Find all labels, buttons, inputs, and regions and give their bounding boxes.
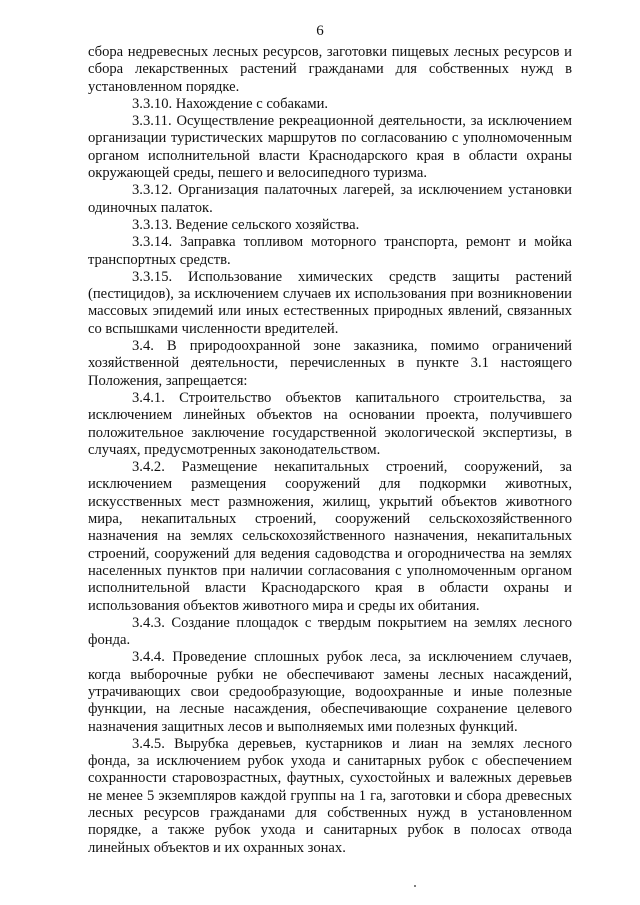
paragraph-3-3-14: 3.3.14. Заправка топливом моторного транспорта, ремонт и мойка транспортных средств. — [88, 234, 572, 268]
page-number: 6 — [316, 23, 324, 39]
document-body — [88, 44, 572, 857]
paragraph-3-3-12: 3.3.12. Организация палаточных лагерей, за исключением установки одиночных палаток. — [88, 182, 572, 216]
paragraph-continuation: сбора недревесных лесных ресурсов, заготовки пищевых лесных ресурсов и сбора лекарственных растений гражданами для собственных нужд в установленном порядке. — [88, 44, 572, 95]
paragraph-3-3-11: 3.3.11. Осуществление рекреационной деятельности, за исключением организации туристических маршрутов по согласованию с уполномоченным органом исполнительной власти Краснодарского края в области охраны окружающей среды, пешего и велосипедного туризма. — [88, 113, 572, 182]
paragraph-3-4-1: 3.4.1. Строительство объектов капитального строительства, за исключением линейных объектов на основании проекта, получившего положительное заключение государственной экологической экспертизы, в случаях, предусмотренных законодательством. — [88, 389, 572, 458]
paragraph-3-4-3: 3.4.3. Создание площадок с твердым покрытием на землях лесного фонда. — [88, 614, 572, 649]
paragraph-3-3-10: 3.3.10. Нахождение с собаками. — [132, 95, 329, 112]
paragraph-3-3-13: 3.3.13. Ведение сельского хозяйства. — [132, 216, 360, 233]
paragraph-3-4-4: 3.4.4. Проведение сплошных рубок леса, за исключением случаев, когда выборочные рубки не обеспечивают замены лесных насаждений, утрачивающих свои средообразующие, водоохранные и иные полезные функции, на лесные насаждения, обеспечивающие сохранение целевого назначения защитных лесов и выполняемых ими полезных функций. — [88, 649, 572, 735]
scan-speck — [414, 885, 416, 887]
paragraph-3-3-15: 3.3.15. Использование химических средств защиты растений (пестицидов), за исключением случаев их использования при возникновении массовых эпидемий или иных естественных природных явлений, связанных со вспышками численности вредителей. — [88, 268, 572, 337]
paragraph-3-4: 3.4. В природоохранной зоне заказника, помимо ограничений хозяйственной деятельности, перечисленных в пункте 3.1 настоящего Положения, запрещается: — [88, 338, 572, 389]
paragraph-3-4-5: 3.4.5. Вырубка деревьев, кустарников и лиан на землях лесного фонда, за исключением рубок ухода и санитарных рубок с обеспечением сохранности старовозрастных, фаутных, сухостойных и валежных деревьев не менее 5 экземпляров каждой группы на 1 га, заготовки и сбора древесных лесных ресурсов гражданами для собственных нужд в установленном порядке, а также рубок ухода и санитарных рубок в полосах отвода линейных объектов и их охранных зонах. — [88, 735, 572, 856]
paragraph-3-4-2: 3.4.2. Размещение некапитальных строений, сооружений, за исключением размещения сооружений для подкормки животных, искусственных мест размножения, жилищ, укрытий объектов животного мира, некапитальных строений, сооружений сельскохозяйственного назначения на землях сельскохозяйственного назначения, некапитальных строений, сооружений для ведения садоводства и огородничества на землях населенных пунктов при наличии согласования с уполномоченным органом исполнительной власти Краснодарского края в области охраны и использования объектов животного мира и среды их обитания. — [88, 459, 572, 614]
